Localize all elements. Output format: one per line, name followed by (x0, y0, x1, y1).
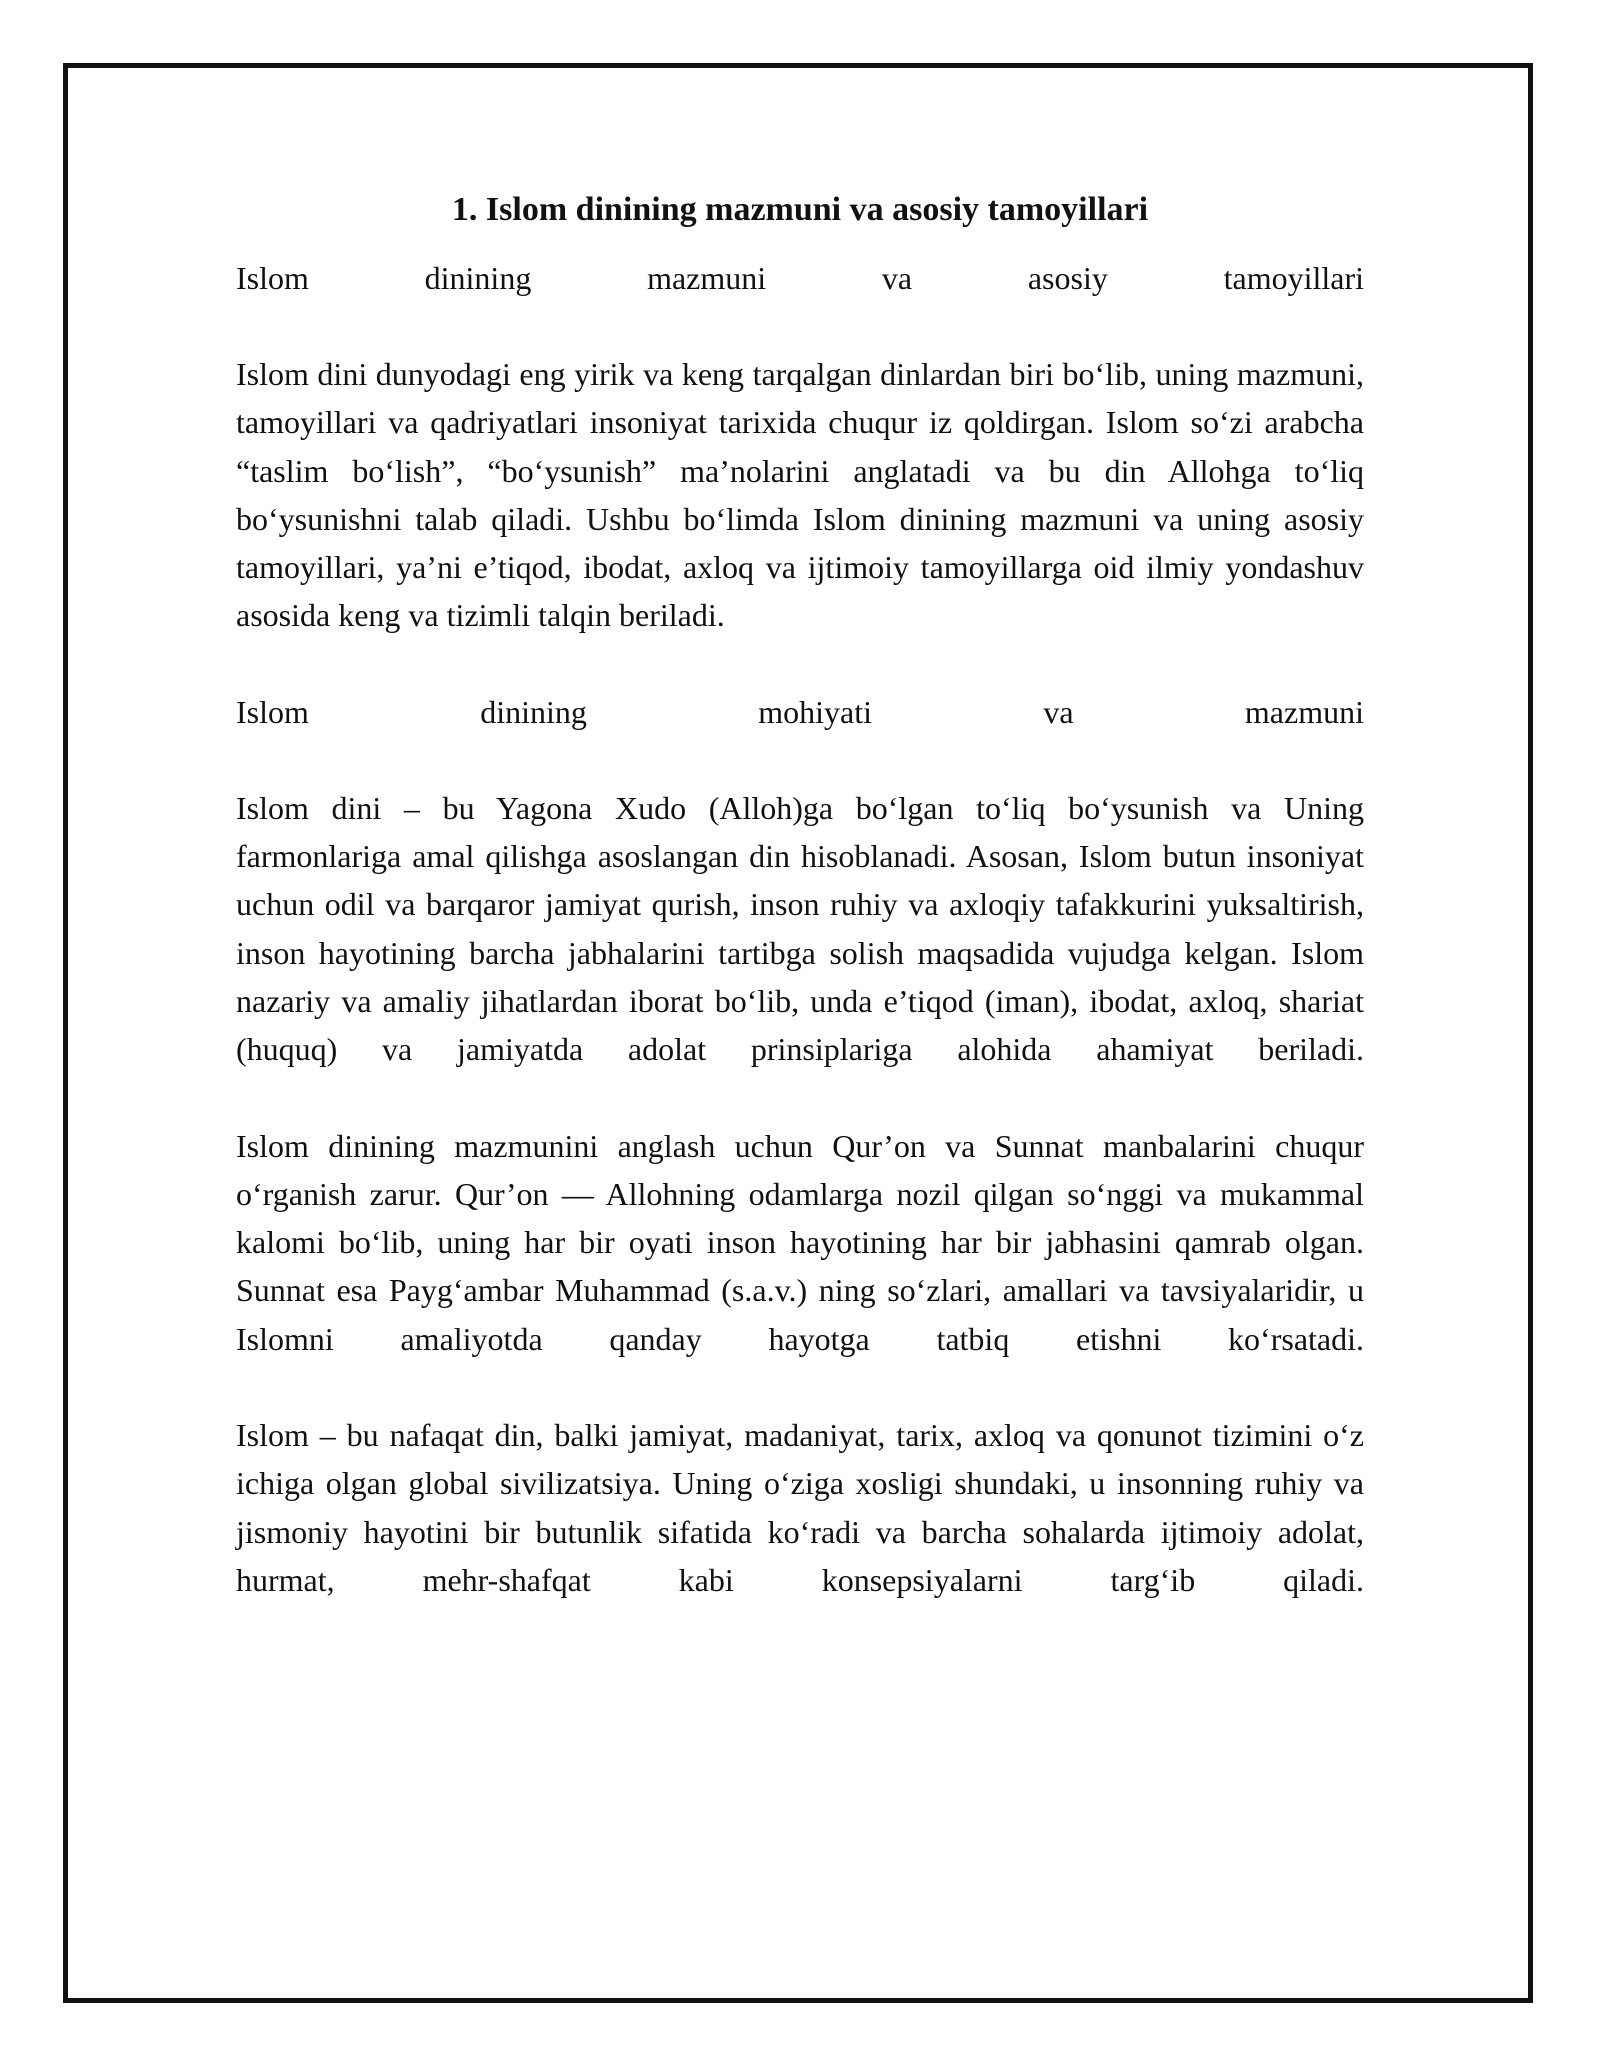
heading-word: mazmuni (1244, 693, 1364, 730)
heading-word: tamoyillari (1223, 260, 1364, 296)
paragraph-essence: Islom dini – bu Yagona Xudo (Alloh)ga bo‘lgan to‘liq bo‘ysunish va Uning farmonlariga amal qilishga asoslangan din hisoblanadi. Asosan, Islom butun insoniyat uchun odil va barqaror jamiyat qurish, inson ruhiy va axloqiy tafakkurini yuksaltirish, inson hayotining barcha jabhalarini tartibga solish maqsadida vujudga kelgan. Islom nazariy va amaliy jihatlardan iborat bo‘lib, unda e’tiqod (iman), ibodat, axloq, shariat (huquq) va jamiyatda adolat prinsiplariga alohida ahamiyat beriladi. (236, 789, 1364, 1068)
heading-word: va (881, 260, 913, 296)
heading-word: Islom (236, 693, 309, 730)
paragraph-sources: Islom dinining mazmunini anglash uchun Qur’on va Sunnat manbalarini chuqur o‘rganish zarur. Qur’on — Allohning odamlarga nozil qilgan so‘nggi va mukammal kalomi bo‘lib, uning har bir oyati inson hayotining har bir jabhasini qamrab olgan. Sunnat esa Payg‘ambar Muhammad (s.a.v.) ning so‘zlari, amallari va tavsiyalaridir, u Islomni amaliyotda qanday hayotga tatbiq etishni ko‘rsatadi. (236, 1127, 1364, 1357)
paragraph-civilization: Islom – bu nafaqat din, balki jamiyat, madaniyat, tarix, axloq va qonunot tizimini o‘z ichiga olgan global sivilizatsiya. Uning o‘ziga xosligi shundaki, u insonning ruhiy va jismoniy hayotini bir butunlik sifatida ko‘radi va barcha sohalarda ijtimoiy adolat, hurmat, mehr-shafqat kabi konsepsiyalarni targ‘ib qiladi. (236, 1417, 1364, 1598)
paragraph-intro: Islom dini dunyodagi eng yirik va keng tarqalgan dinlardan biri bo‘lib, uning mazmuni, tamoyillari va qadriyatlari insoniyat tarixida chuqur iz qoldirgan. Islom so‘zi arabcha “taslim bo‘lish”, “bo‘ysunish” ma’nolarini anglatadi va bu din Allohga to‘liq bo‘ysunishni talab qiladi. Ushbu bo‘limda Islom dinining mazmuni va uning asosiy tamoyillari, ya’ni e’tiqod, ibodat, axloq va ijtimoiy tamoyillarga oid ilmiy yondashuv asosida keng va tizimli talqin beriladi. (236, 356, 1364, 634)
heading-word: mazmuni (647, 260, 767, 296)
heading-word: va (1043, 693, 1074, 730)
heading-word: asosiy (1027, 260, 1108, 296)
section-heading-principles (236, 254, 1364, 302)
section-heading-essence (236, 688, 1364, 736)
heading-word: dinining (480, 693, 587, 730)
heading-word: mohiyati (758, 693, 873, 730)
heading-word: dinining (424, 260, 532, 296)
document-title: 1. Islom dinining mazmuni va asosiy tamoyillari (451, 191, 1149, 228)
document-body (236, 186, 1364, 1652)
heading-word: Islom (236, 260, 309, 296)
